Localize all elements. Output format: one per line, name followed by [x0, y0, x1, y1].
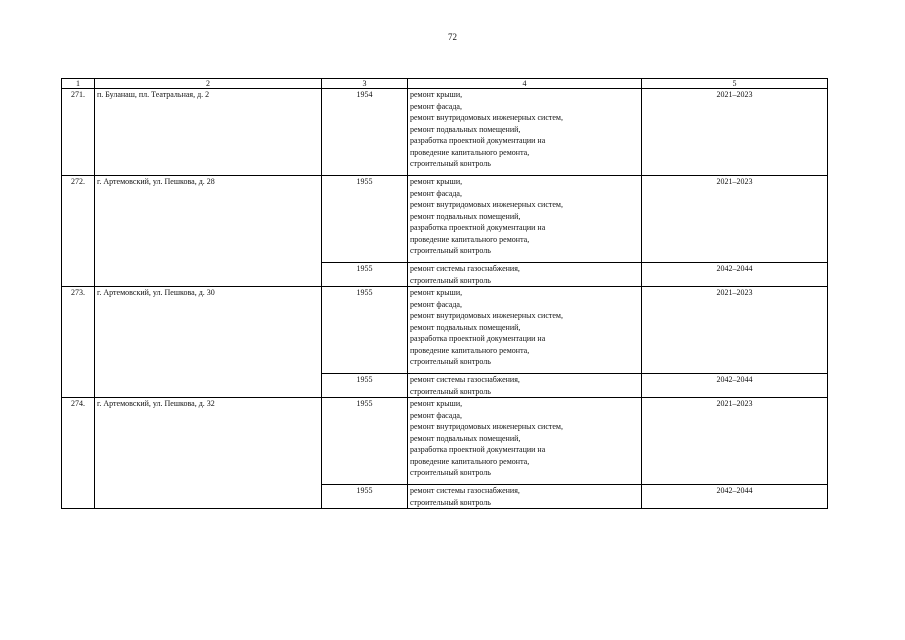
building-address: п. Буланаш, пл. Театральная, д. 2 — [95, 89, 322, 176]
planned-period: 2042–2044 — [642, 374, 828, 398]
repair-works — [408, 485, 642, 509]
table-row — [62, 176, 828, 263]
construction-year: 1955 — [322, 398, 408, 485]
work-item: проведение капитального ремонта, — [410, 456, 530, 466]
work-item: ремонт крыши, — [410, 90, 463, 99]
work-item: ремонт фасада, — [410, 188, 462, 198]
work-item: строительный контроль — [410, 246, 491, 255]
construction-year: 1954 — [322, 89, 408, 176]
column-header-5: 5 — [642, 79, 828, 89]
work-item: ремонт подвальных помещений, — [410, 433, 521, 443]
work-item: строительный контроль — [410, 357, 491, 366]
construction-year: 1955 — [322, 176, 408, 263]
work-item: ремонт системы газоснабжения, — [410, 375, 520, 384]
work-item: ремонт системы газоснабжения, — [410, 264, 520, 273]
work-item: строительный контроль — [410, 386, 491, 396]
building-address: г. Артемовский, ул. Пешкова, д. 30 — [95, 287, 322, 398]
table-row — [62, 89, 828, 176]
construction-year: 1955 — [322, 287, 408, 374]
work-item: ремонт подвальных помещений, — [410, 322, 521, 332]
work-item: ремонт внутридомовых инженерных систем, — [410, 422, 563, 431]
work-item: ремонт фасада, — [410, 410, 462, 420]
column-header-1: 1 — [62, 79, 95, 89]
table-row — [62, 287, 828, 374]
work-item: разработка проектной документации на — [410, 445, 546, 454]
table-body — [62, 89, 828, 509]
planned-period: 2021–2023 — [642, 398, 828, 485]
work-item: ремонт крыши, — [410, 177, 463, 186]
repair-works — [408, 263, 642, 287]
column-header-2: 2 — [95, 79, 322, 89]
page-number: 72 — [448, 32, 457, 42]
planned-period: 2021–2023 — [642, 176, 828, 263]
repair-works — [408, 287, 642, 374]
repair-works — [408, 374, 642, 398]
work-item: проведение капитального ремонта, — [410, 345, 530, 355]
work-item: строительный контроль — [410, 275, 491, 285]
work-item: ремонт фасада, — [410, 299, 462, 309]
row-number: 272. — [62, 176, 95, 287]
planned-period: 2042–2044 — [642, 263, 828, 287]
work-item: ремонт крыши, — [410, 399, 463, 408]
row-number: 273. — [62, 287, 95, 398]
repair-works — [408, 89, 642, 176]
work-item: ремонт подвальных помещений, — [410, 124, 521, 134]
repair-works — [408, 398, 642, 485]
construction-year: 1955 — [322, 374, 408, 398]
table-header-row — [62, 79, 828, 89]
row-number: 274. — [62, 398, 95, 509]
work-item: строительный контроль — [410, 159, 491, 168]
construction-year: 1955 — [322, 485, 408, 509]
building-address: г. Артемовский, ул. Пешкова, д. 32 — [95, 398, 322, 509]
work-item: строительный контроль — [410, 497, 491, 507]
planned-period: 2021–2023 — [642, 89, 828, 176]
work-item: ремонт подвальных помещений, — [410, 211, 521, 221]
column-header-4: 4 — [408, 79, 642, 89]
work-item: ремонт внутридомовых инженерных систем, — [410, 113, 563, 122]
work-item: ремонт внутридомовых инженерных систем, — [410, 200, 563, 209]
work-item: ремонт фасада, — [410, 101, 462, 111]
work-item: ремонт крыши, — [410, 288, 463, 297]
work-item: строительный контроль — [410, 468, 491, 477]
planned-period: 2042–2044 — [642, 485, 828, 509]
planned-period: 2021–2023 — [642, 287, 828, 374]
table-row — [62, 398, 828, 485]
work-item: проведение капитального ремонта, — [410, 234, 530, 244]
construction-year: 1955 — [322, 263, 408, 287]
work-item: разработка проектной документации на — [410, 136, 546, 145]
work-item: ремонт внутридомовых инженерных систем, — [410, 311, 563, 320]
row-number: 271. — [62, 89, 95, 176]
work-item: разработка проектной документации на — [410, 334, 546, 343]
work-item: проведение капитального ремонта, — [410, 147, 530, 157]
column-header-3: 3 — [322, 79, 408, 89]
repair-schedule-table — [61, 78, 828, 509]
building-address: г. Артемовский, ул. Пешкова, д. 28 — [95, 176, 322, 287]
work-item: разработка проектной документации на — [410, 223, 546, 232]
repair-works — [408, 176, 642, 263]
work-item: ремонт системы газоснабжения, — [410, 486, 520, 495]
